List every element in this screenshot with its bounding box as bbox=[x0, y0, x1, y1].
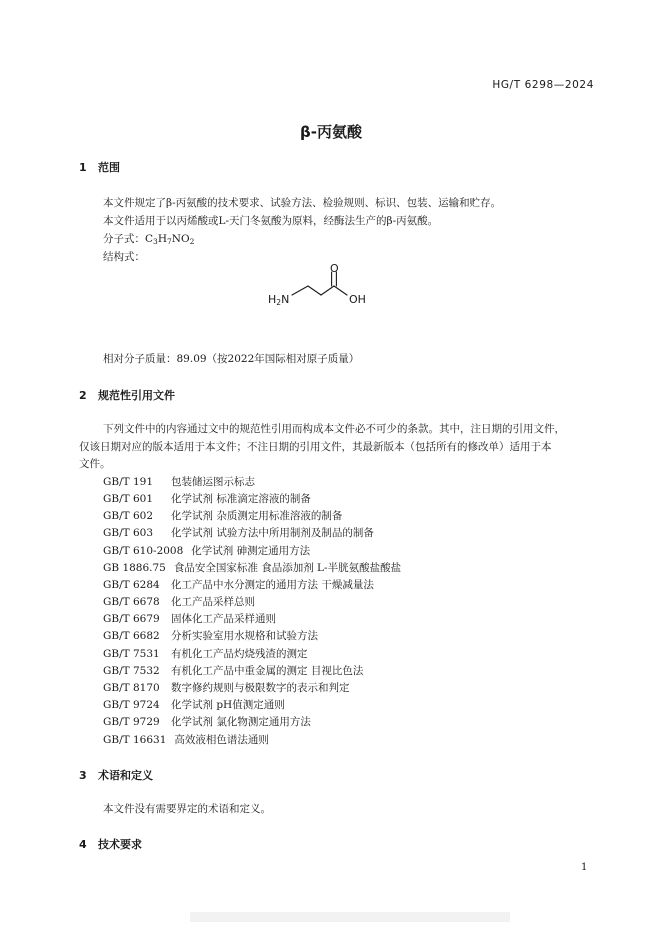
section-title: 术语和定义 bbox=[98, 769, 153, 782]
section-2-heading bbox=[79, 387, 175, 403]
reference-code: GB/T 6678 bbox=[103, 596, 160, 608]
reference-item bbox=[103, 491, 311, 506]
reference-title: 化工产品中水分测定的通用方法 干燥减量法 bbox=[171, 579, 374, 591]
reference-code: GB/T 9729 bbox=[103, 716, 160, 728]
structural-formula bbox=[265, 262, 375, 318]
normative-intro-line: 下列文件中的内容通过文中的规范性引用而构成本文件必不可少的条款。其中，注日期的引用文件， bbox=[103, 423, 565, 435]
reference-item bbox=[103, 697, 285, 712]
reference-title: 有机化工产品灼烧残渣的测定 bbox=[171, 648, 308, 660]
page-number: 1 bbox=[581, 862, 588, 873]
section-number: 4 bbox=[79, 838, 87, 851]
formula-subscript: 7 bbox=[167, 237, 172, 246]
reference-code: GB 1886.75 bbox=[103, 562, 166, 574]
reference-code: GB/T 191 bbox=[103, 476, 154, 488]
reference-title: 化学试剂 pH值测定通则 bbox=[171, 699, 285, 711]
terms-paragraph: 本文件没有需要界定的术语和定义。 bbox=[103, 803, 271, 815]
structure-label: 结构式： bbox=[103, 251, 145, 263]
reference-item bbox=[103, 560, 401, 575]
reference-code: GB/T 9724 bbox=[103, 699, 160, 711]
reference-item bbox=[103, 577, 374, 592]
amine-group-label: H2N bbox=[268, 293, 290, 307]
reference-title: 分析实验室用水规格和试验方法 bbox=[171, 630, 318, 642]
carbonyl-oxygen-label: O bbox=[330, 262, 339, 275]
section-number: 3 bbox=[79, 769, 87, 782]
section-1-heading bbox=[79, 159, 120, 175]
reference-item bbox=[103, 714, 311, 729]
reference-title: 化学试剂 砷测定通用方法 bbox=[191, 545, 311, 557]
section-number: 2 bbox=[79, 389, 87, 402]
reference-title: 化学试剂 氯化物测定通用方法 bbox=[171, 716, 311, 728]
reference-item bbox=[103, 508, 342, 523]
reference-item bbox=[103, 680, 350, 695]
molecular-formula bbox=[103, 231, 194, 246]
formula-subscript: 2 bbox=[189, 237, 195, 246]
normative-intro-line: 文件。 bbox=[79, 458, 111, 470]
reference-code: GB/T 16631 bbox=[103, 734, 167, 746]
reference-title: 化工产品采样总则 bbox=[171, 596, 255, 608]
section-title: 技术要求 bbox=[98, 838, 142, 851]
reference-title: 化学试剂 标准滴定溶液的制备 bbox=[171, 493, 311, 505]
document-code: HG/T 6298—2024 bbox=[492, 79, 594, 91]
reference-item bbox=[103, 628, 318, 643]
section-number: 1 bbox=[79, 161, 87, 174]
reference-title: 食品安全国家标准 食品添加剂 L-半胱氨酸盐酸盐 bbox=[173, 562, 402, 574]
scope-paragraph-2: 本文件适用于以丙烯酸或L-天门冬氨酸为原料，经酶法生产的β-丙氨酸。 bbox=[103, 215, 439, 227]
scope-paragraph-1: 本文件规定了β-丙氨酸的技术要求、试验方法、检验规则、标识、包装、运输和贮存。 bbox=[103, 197, 502, 209]
reference-title: 化学试剂 杂质测定用标准溶液的制备 bbox=[171, 510, 343, 522]
reference-code: GB/T 6284 bbox=[103, 579, 160, 591]
reference-title: 包装储运图示标志 bbox=[171, 476, 255, 488]
section-3-heading bbox=[79, 767, 153, 783]
reference-item bbox=[103, 543, 310, 558]
section-title: 规范性引用文件 bbox=[98, 389, 175, 402]
reference-item bbox=[103, 732, 269, 747]
formula-subscript: 3 bbox=[153, 237, 158, 246]
reference-title: 固体化工产品采样通则 bbox=[171, 613, 276, 625]
reference-item bbox=[103, 474, 255, 489]
formula-text: H bbox=[157, 233, 167, 245]
faint-watermark bbox=[190, 912, 510, 922]
reference-item bbox=[103, 663, 363, 678]
reference-title: 化学试剂 试验方法中所用制剂及制品的制备 bbox=[171, 527, 374, 539]
formula-label: 分子式： bbox=[103, 233, 145, 245]
reference-item bbox=[103, 594, 255, 609]
reference-title: 高效液相色谱法通则 bbox=[174, 734, 269, 746]
hydroxyl-label: OH bbox=[349, 293, 366, 306]
reference-code: GB/T 6682 bbox=[103, 630, 160, 642]
reference-item bbox=[103, 525, 374, 540]
document-title: β-丙氨酸 bbox=[300, 123, 362, 141]
reference-code: GB/T 602 bbox=[103, 510, 154, 522]
reference-code: GB/T 7532 bbox=[103, 665, 160, 677]
formula-text: NO bbox=[171, 233, 190, 245]
reference-code: GB/T 6679 bbox=[103, 613, 160, 625]
reference-code: GB/T 601 bbox=[103, 493, 154, 505]
reference-item bbox=[103, 611, 276, 626]
reference-code: GB/T 7531 bbox=[103, 648, 160, 660]
reference-code: GB/T 610-2008 bbox=[103, 545, 184, 557]
reference-item bbox=[103, 646, 308, 661]
reference-code: GB/T 603 bbox=[103, 527, 154, 539]
section-4-heading bbox=[79, 836, 142, 852]
reference-title: 数字修约规则与极限数字的表示和判定 bbox=[171, 682, 350, 694]
section-title: 范围 bbox=[98, 161, 120, 174]
relative-molecular-mass: 相对分子质量：89.09（按2022年国际相对原子质量） bbox=[103, 353, 360, 365]
normative-intro-line: 仅该日期对应的版本适用于本文件；不注日期的引用文件，其最新版本（包括所有的修改单）适用于本 bbox=[79, 441, 552, 453]
reference-title: 有机化工产品中重金属的测定 目视比色法 bbox=[171, 665, 364, 677]
formula-text: C bbox=[145, 233, 154, 245]
reference-code: GB/T 8170 bbox=[103, 682, 160, 694]
